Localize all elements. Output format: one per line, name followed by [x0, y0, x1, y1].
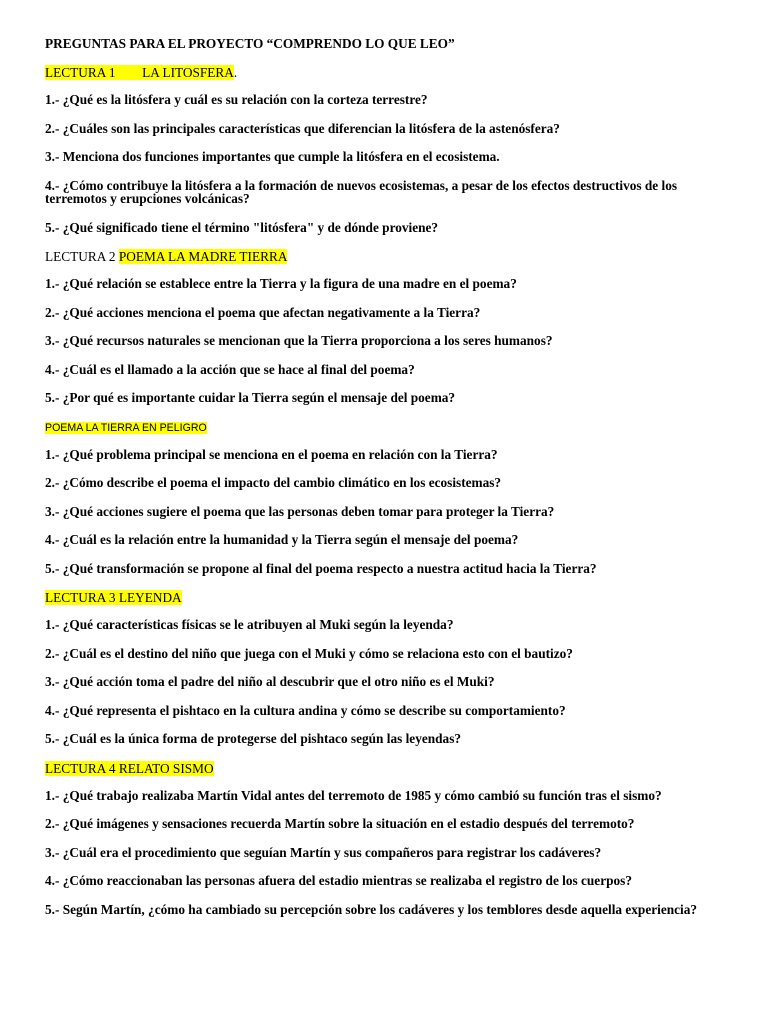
- question-item: 3.- Menciona dos funciones importantes que cumple la litósfera en el ecosistema.: [45, 149, 500, 164]
- section-heading-label: LECTURA 2: [45, 249, 119, 264]
- question-item: 5.- ¿Cuál es la única forma de protegerse del pishtaco según las leyendas?: [45, 731, 462, 746]
- question-item: 3.- ¿Qué acciones sugiere el poema que las personas deben tomar para proteger la Tierra?: [45, 503, 555, 519]
- section-heading: [45, 65, 735, 81]
- document-page: [45, 36, 735, 931]
- question-item: 1.- ¿Qué relación se establece entre la Tierra y la figura de una madre en el poema?: [45, 276, 517, 291]
- section-heading-highlight: POEMA LA MADRE TIERRA: [118, 249, 288, 264]
- question-item: 4.- ¿Qué representa el pishtaco en la cultura andina y cómo se describe su comportamiento?: [45, 702, 566, 718]
- section-heading-highlight: LECTURA 4 RELATO SISMO: [45, 760, 214, 776]
- section-heading-suffix: .: [233, 65, 238, 80]
- section-heading-highlight: LECTURA 3 LEYENDA: [45, 590, 182, 605]
- question-item: 5.- ¿Qué transformación se propone al final del poema respecto a nuestra actitud hacia la Tierra?: [45, 560, 597, 576]
- question-item: 1.- ¿Qué características físicas se le atribuyen al Muki según la leyenda?: [45, 617, 454, 632]
- question-item: 4.- ¿Cuál es el llamado a la acción que se hace al final del poema?: [45, 361, 415, 377]
- question-item: 1.- ¿Qué problema principal se menciona en el poema en relación con la Tierra?: [45, 446, 498, 462]
- section-heading: [45, 761, 735, 777]
- question-item: 3.- ¿Qué acción toma el padre del niño al descubrir que el otro niño es el Muki?: [45, 674, 495, 689]
- question-item: 5.- ¿Por qué es importante cuidar la Tierra según el mensaje del poema?: [45, 390, 456, 405]
- question-item: 3.- ¿Cuál era el procedimiento que seguían Martín y sus compañeros para registrar los cadáveres?: [45, 844, 602, 860]
- question-item: 2.- ¿Qué imágenes y sensaciones recuerda Martín sobre la situación en el estadio después del terremoto?: [45, 816, 635, 831]
- document-title: PREGUNTAS PARA EL PROYECTO “COMPRENDO LO QUE LEO”: [45, 36, 455, 51]
- question-item: 4.- ¿Cómo contribuye la litósfera a la formación de nuevos ecosistemas, a pesar de los efectos destructivos de los terremotos y erupciones volcánicas?: [45, 177, 678, 206]
- question-item: 5.- Según Martín, ¿cómo ha cambiado su percepción sobre los cadáveres y los temblores desde aquella experiencia?: [45, 901, 698, 917]
- question-item: 3.- ¿Qué recursos naturales se mencionan que la Tierra proporciona a los seres humanos?: [45, 333, 553, 348]
- question-item: 4.- ¿Cuál es la relación entre la humanidad y la Tierra según el mensaje del poema?: [45, 532, 519, 547]
- question-item: 1.- ¿Qué es la litósfera y cuál es su relación con la corteza terrestre?: [45, 92, 428, 107]
- section-heading: [45, 590, 735, 606]
- section-heading: [45, 420, 735, 436]
- question-item: 2.- ¿Cuál es el destino del niño que juega con el Muki y cómo se relaciona esto con el bautizo?: [45, 645, 573, 661]
- question-item: 5.- ¿Qué significado tiene el término "litósfera" y de dónde proviene?: [45, 219, 439, 235]
- question-item: 1.- ¿Qué trabajo realizaba Martín Vidal antes del terremoto de 1985 y cómo cambió su función tras el sismo?: [45, 787, 662, 803]
- section-heading: [45, 249, 735, 265]
- sections-container: [45, 65, 735, 916]
- question-item: 2.- ¿Cuáles son las principales características que diferencian la litósfera de la astenósfera?: [45, 120, 560, 136]
- question-item: 4.- ¿Cómo reaccionaban las personas afuera del estadio mientras se realizaba el registro de los cuerpos?: [45, 873, 632, 888]
- section-heading-highlight: LECTURA 1 LA LITOSFERA: [45, 65, 234, 80]
- question-item: 2.- ¿Cómo describe el poema el impacto del cambio climático en los ecosistemas?: [45, 475, 502, 490]
- question-item: 2.- ¿Qué acciones menciona el poema que afectan negativamente a la Tierra?: [45, 304, 481, 320]
- section-heading-highlight: POEMA LA TIERRA EN PELIGRO: [45, 421, 207, 434]
